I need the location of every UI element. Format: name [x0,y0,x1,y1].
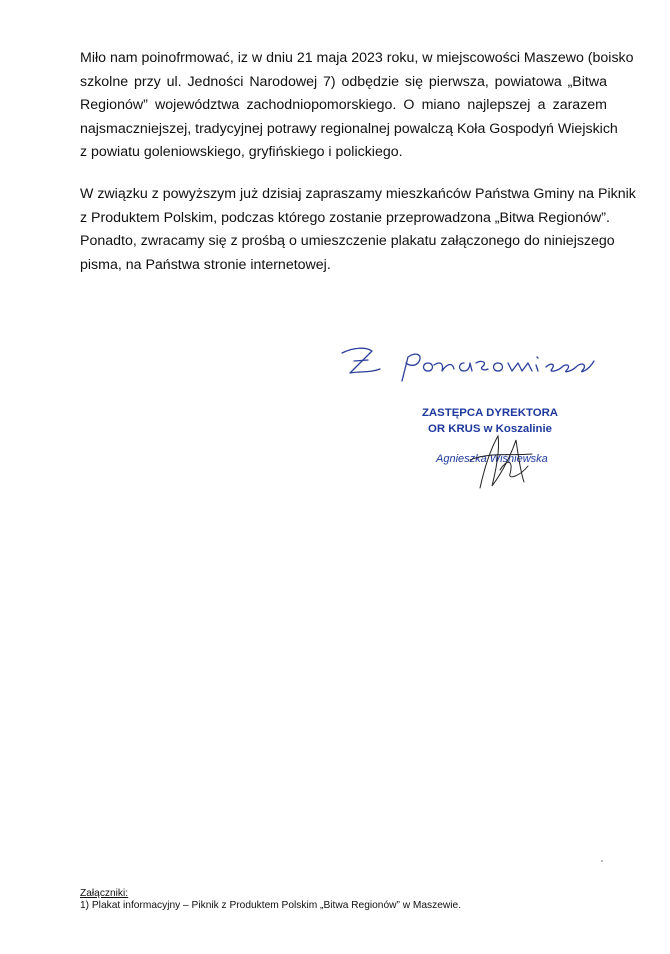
text-line: szkolne przy ul. Jedności Narodowej 7) odbędzie się pierwsza, powiatowa „Bitwa [80,73,607,90]
handwritten-closing-signature [336,343,596,383]
text-line: najsmaczniejszej, tradycyjnej potrawy regionalnej powalczą Koła Gospodyń Wiejskich [80,120,618,137]
paragraph-invitation-request [80,183,636,277]
text-line: Ponadto, zwracamy się z prośbą o umieszczenie plakatu załączonego do niniejszego [80,233,615,250]
handwritten-signature [440,430,560,490]
text-line: pisma, na Państwa stronie internetowej. [80,256,331,273]
text-line: Regionów” województwa zachodniopomorskiego. O miano najlepszej a zarazem [80,97,607,114]
text-line: z powiatu goleniowskiego, gryfińskiego i polickiego. [80,144,403,161]
scan-speck [601,860,603,862]
attachment-item: 1) Plakat informacyjny – Piknik z Produktem Polskim „Bitwa Regionów” w Maszewie. [80,900,462,911]
attachments-section [80,888,461,912]
stamp-office: OR KRUS w Koszalinie [427,423,553,435]
attachments-title: Załączniki: [80,888,129,899]
paragraph-event-announcement [80,47,634,165]
text-line: W związku z powyższym już dzisiaj zapraszamy mieszkańców Państwa Gminy na Piknik [80,186,636,202]
stamp-person-name: Agnieszka Wiśniewska [436,453,548,465]
stamp-title: ZASTĘPCA DYREKTORA [421,407,559,419]
text-line: Miło nam poinofrmować, iz w dniu 21 maja 2023 roku, w miejscowości Maszewo (boisko [80,50,634,66]
text-line: z Produktem Polskim, podczas którego zostanie przeprowadzona „Bitwa Regionów”. [80,209,610,226]
